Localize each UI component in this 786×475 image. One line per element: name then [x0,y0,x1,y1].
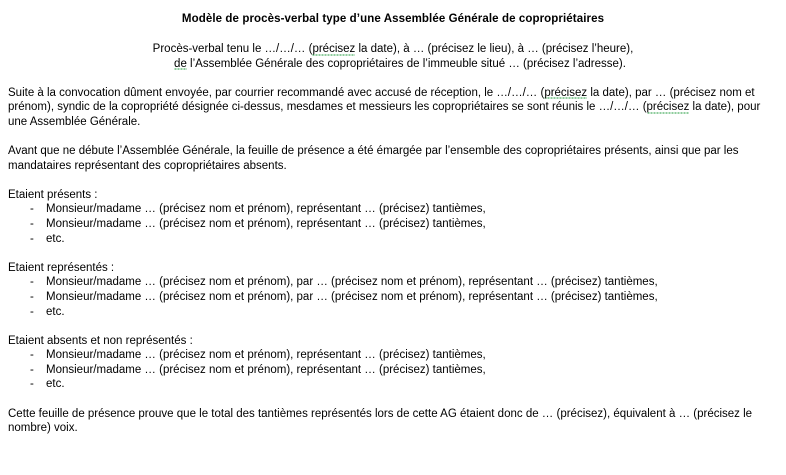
list-presents [8,202,778,246]
list-item-label: Monsieur/madame … (précisez nom et prénom), représentant … (précisez) tantièmes, [46,217,486,230]
intro-line2 [20,57,766,72]
spellcheck-word: précisez [646,101,690,114]
list-item-label: Monsieur/madame … (précisez nom et prénom), représentant … (précisez) tantièmes, [46,203,486,216]
dash-bullet-icon: - [30,203,34,216]
list-absents [8,348,778,392]
dash-bullet-icon: - [30,305,34,318]
list-item-label: Monsieur/madame … (précisez nom et prénom), représentant … (précisez) tantièmes, [46,349,486,362]
intro-line2-part-b: l’Assemblée Générale des copropriétaires de l’immeuble situé … (précisez l’adresse). [186,57,626,70]
list-item-label: Monsieur/madame … (précisez nom et prénom), par … (précisez nom et prénom), représentant … (précisez) tantièmes, [46,276,658,289]
section-heading-absents: Etaient absents et non représentés : [8,334,193,347]
paragraph-convocation-part-a: Suite à la convocation dûment envoyée, par courrier recommandé avec accusé de réception, le …/…/… ( [8,86,545,99]
dash-bullet-icon: - [30,232,34,245]
list-item [8,290,778,305]
list-item [8,377,778,392]
list-item [8,232,778,247]
document-body [0,71,786,436]
list-item-label: Monsieur/madame … (précisez nom et prénom), par … (précisez nom et prénom), représentant … (précisez) tantièmes, [46,290,658,303]
spacer [8,319,778,334]
list-item-label: etc. [46,305,65,318]
intro-line1-part-b: la date), à … (précisez le lieu), à … (précisez l’heure), [355,43,634,55]
dash-bullet-icon: - [30,276,34,289]
list-item [8,275,778,290]
paragraph-total-tantiemes: Cette feuille de présence prouve que le total des tantièmes représentés lors de cette AG étaient donc de … (précisez), équivalent à … (précisez le nombre) voix. [8,407,753,435]
list-item [8,202,778,217]
section-heading-presents: Etaient présents : [8,188,98,201]
paragraph-convocation-part-c: la date), pour une Assemblée Générale. [8,101,761,128]
list-item-label: etc. [46,378,65,391]
spacer [8,129,778,144]
list-item [8,305,778,320]
list-item [8,217,778,232]
dash-bullet-icon: - [30,363,34,376]
paragraph-convocation-part-b: la date), par … (précisez nom et prénom), syndic de la copropriété désignée ci-dessus, mesdames et messieurs les copropriétaires se sont réunis le …/…/… ( [8,86,755,114]
spellcheck-word: de [174,57,187,70]
list-representes [8,275,778,319]
paragraph-convocation [8,86,778,130]
spellcheck-word: précisez [544,86,588,99]
list-item [8,363,778,378]
spacer [8,71,778,86]
page-title: Modèle de procès-verbal type d’une Assemblée Générale de copropriétaires [181,13,605,25]
section-heading-representes: Etaient représentés : [8,261,115,274]
list-item-label: etc. [46,232,65,245]
spacer [8,173,778,188]
dash-bullet-icon: - [30,378,34,391]
dash-bullet-icon: - [30,217,34,230]
spacer [8,246,778,261]
paragraph-feuille-presence: Avant que ne débute l’Assemblée Générale, la feuille de présence a été émargée par l’ensemble des copropriétaires présents, ainsi que par les mandataires représentant des copropriétaires absents. [8,144,739,172]
intro-line1-part-a: Procès-verbal tenu le …/…/… ( [152,43,313,55]
list-item-label: Monsieur/madame … (précisez nom et prénom), représentant … (précisez) tantièmes, [46,363,486,376]
dash-bullet-icon: - [30,290,34,303]
spellcheck-word: précisez [312,43,356,55]
list-item [8,348,778,363]
intro-paragraph [0,26,786,71]
spacer [8,392,778,407]
dash-bullet-icon: - [30,349,34,362]
